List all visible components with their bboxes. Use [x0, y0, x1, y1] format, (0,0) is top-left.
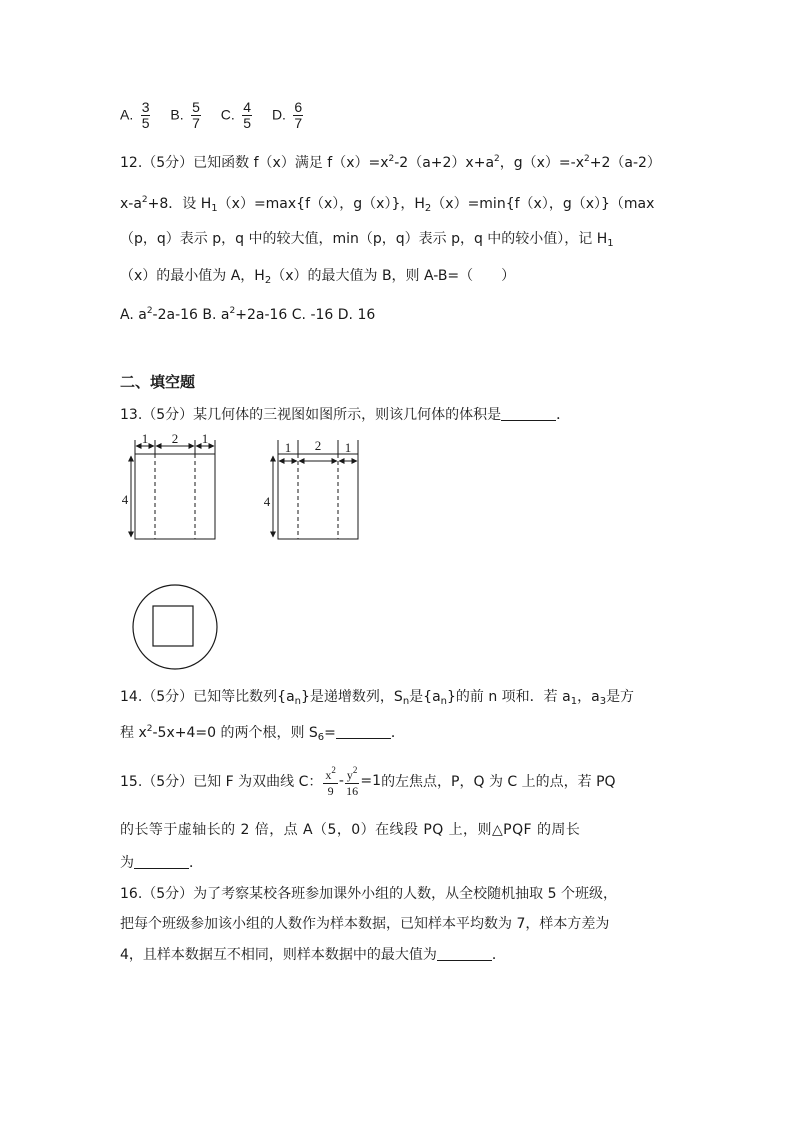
side-dim-mid: 2	[314, 438, 322, 453]
section-title: 二、填空题	[120, 373, 196, 391]
q14-answer-blank[interactable]	[336, 724, 391, 739]
front-dim-mid: 2	[171, 434, 179, 446]
q15-fraction-y: $\frac{y^2}{16}$	[346, 765, 359, 798]
side-view	[264, 438, 358, 539]
q13-question: 13.（5分）某几何体的三视图如图所示，则该几何体的体积是 ．	[120, 407, 571, 423]
top-view	[133, 585, 217, 669]
q13-three-view-figure	[118, 434, 368, 684]
q11-option-d-label: D.	[271, 106, 286, 123]
side-dim-right: 1	[344, 440, 352, 455]
q16-line-1: 16.（5分）为了考察某校各班参加课外小组的人数，从全校随机抽取 5 个班级，	[120, 886, 617, 902]
q12-options: A. $a^2-2a-16$ B. $a^2+2a-16$ C. -16 D. 16	[120, 306, 376, 323]
q12-line-1: 12.（5分）已知函数 f（x）满足 $f(x)=x^2-2(a+2)x+a^2$，$g(x)=-x^2+2(a-2)$	[120, 154, 661, 171]
q16-answer-blank[interactable]	[437, 946, 492, 961]
q11-option-c-label: C.	[220, 106, 235, 123]
q12-line-3: （p，q）表示 p，q 中的较大值，min（p，q）表示 p，q 中的较小值），记 $H_1$	[120, 231, 614, 249]
q11-option-a-fraction: $\frac{3}{5}$	[141, 99, 150, 131]
q11-option-a-label: A.	[120, 106, 134, 123]
q11-options	[120, 100, 306, 131]
q15-line-3: 为 ．	[120, 855, 203, 871]
q15-line-2: 的长等于虚轴长的 2 倍，点 A（5，0）在线段 PQ 上，则△PQF 的周长	[120, 822, 581, 838]
q11-option-b-label: B.	[170, 106, 184, 123]
q11-option-d-fraction: $\frac{6}{7}$	[294, 99, 303, 131]
q15-answer-blank[interactable]	[134, 854, 189, 869]
side-dim-height: 4	[263, 494, 271, 509]
q13-answer-blank[interactable]	[501, 406, 556, 421]
q14-line-1: 14.（5分）已知等比数列$\{a_n\}$是递增数列，$S_n$是$\{a_n\}$的前 n 项和．若 $a_1$，$a_3$是方	[120, 689, 635, 707]
side-dim-left: 1	[284, 440, 292, 455]
q15-fraction-x: $\frac{x^2}{9}$	[325, 765, 336, 798]
q11-option-c-fraction: $\frac{4}{5}$	[243, 99, 252, 131]
q12-line-4: （x）的最小值为 A，$H_2(x)$的最大值为 B，则 A-B=（ ）	[120, 268, 516, 286]
q12-line-2: $x-a^2+8$．设 $H_1(x)=\max\{f(x)$，g（x）}，$H_2(x)=\min\{f(x)$，g（x）}（max	[120, 195, 655, 214]
q11-option-b-fraction: $\frac{5}{7}$	[192, 99, 200, 131]
q14-line-2: 程 $x^2-5x+4=0$ 的两个根，则 $S_6=$ ．	[120, 724, 405, 743]
q16-line-3: 4，且样本数据互不相同，则样本数据中的最大值为 ．	[120, 947, 506, 963]
q15-line-1: 15.（5分）已知 F 为双曲线 C： $\frac{x^2}{9}$ - $\frac{y^2}{16}$ =1的左焦点，P，Q 为 C 上的点，若 PQ	[120, 765, 616, 798]
front-dim-right: 1	[201, 434, 209, 446]
front-dim-height: 4	[121, 492, 129, 507]
front-view	[122, 434, 215, 539]
front-dim-left: 1	[141, 434, 149, 446]
q16-line-2: 把每个班级参加该小组的人数作为样本数据，已知样本平均数为 7，样本方差为	[120, 916, 610, 932]
